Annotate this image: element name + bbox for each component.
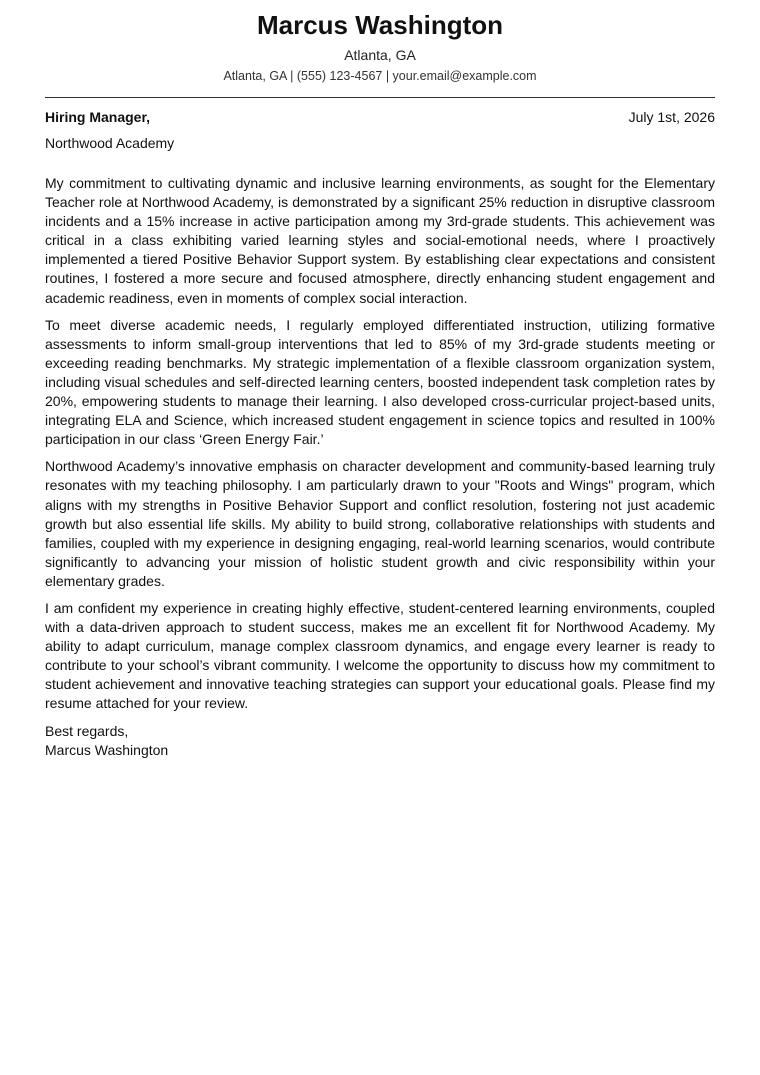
- sign-off: Best regards,: [45, 722, 129, 739]
- signature-name: Marcus Washington: [45, 742, 169, 759]
- body-paragraph-4: I am confident my experience in creating highly effective, student-centered learning environments, coupled with a data-driven approach to student success, makes me an excellent fit for Northwood Academy. My ability to adapt curriculum, manage complex classroom dynamics, and engage every learner is ready to contribute to your school’s vibrant community. I welcome the opportunity to discuss how my commitment to student achievement and innovative teaching strategies can support your educational goals. Please find my resume attached for your review.: [45, 599, 715, 712]
- applicant-name: Marcus Washington: [256, 10, 504, 40]
- letter-closing: [45, 722, 715, 761]
- letter-date: July 1st, 2026: [628, 109, 715, 125]
- letter-header: [45, 0, 715, 84]
- header-divider: [45, 97, 715, 98]
- recipient-date-row: [45, 108, 715, 126]
- body-paragraph-2: To meet diverse academic needs, I regularly employed differentiated instruction, utilizing formative assessments to inform small-group interventions that led to 85% of my 3rd-grade students meeting or exceeding reading benchmarks. My strategic implementation of a flexible classroom organization system, including visual schedules and self-directed learning centers, boosted independent task completion rates by 20%, empowering students to manage their learning. I also developed cross-curricular project-based units, integrating ELA and Science, which increased student engagement in science topics and resulted in 100% participation in our class ‘Green Energy Fair.’: [45, 316, 715, 448]
- recipient-organization: Northwood Academy: [45, 135, 175, 151]
- body-paragraph-3: Northwood Academy’s innovative emphasis on character development and community-based learning truly resonates with my teaching philosophy. I am particularly drawn to your "Roots and Wings" program, which aligns with my strengths in Positive Behavior Support and conflict resolution, fostering not just academic growth but also essential life skills. My ability to build strong, collaborative relationships with students and families, coupled with my experience in designing engaging, real-world learning scenarios, would contribute significantly to advancing your mission of holistic student growth and civic responsibility within your elementary grades.: [45, 458, 715, 589]
- applicant-location: Atlanta, GA: [344, 47, 416, 63]
- body-paragraph-1: My commitment to cultivating dynamic and inclusive learning environments, as sought for the Elementary Teacher role at Northwood Academy, is demonstrated by a significant 25% reduction in disruptive classroom incidents and a 15% increase in active participation among my 3rd-grade students. This achievement was critical in a class exhibiting varied learning styles and social-emotional needs, where I proactively implemented a tiered Positive Behavior Support system. By establishing clear expectations and consistent routines, I fostered a more secure and focused atmosphere, directly enhancing student engagement and academic readiness, even in moments of complex social interaction.: [45, 175, 715, 306]
- applicant-contact-line: Atlanta, GA | (555) 123-4567 | your.email@example.com: [223, 69, 537, 83]
- recipient-salutation: Hiring Manager,: [45, 109, 151, 125]
- letter-body: [45, 174, 715, 714]
